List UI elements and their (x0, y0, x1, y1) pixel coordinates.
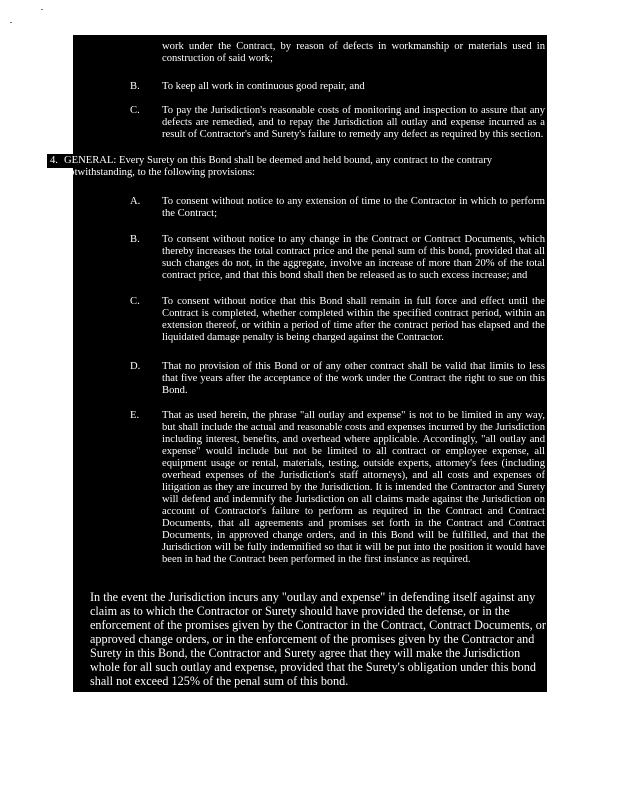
text-line: GENERAL: Every Surety on this Bond shall be deemed and held bound, any contract to the contrary (64, 155, 493, 166)
text-line: To consent without notice to any change in the Contract or Contract Documents, which (162, 234, 545, 245)
text-line: Documents, in approved change orders, and in this Bond will be fulfilled, and that the (162, 530, 545, 541)
text-line: will defend and indemnify the Jurisdiction on all claims made against the Jurisdiction on (162, 494, 545, 505)
text-line: Surety in this Bond, the Contractor and Surety agree that they will make the Jurisdiction (90, 646, 521, 660)
text-line: overhead expenses of the Jurisdiction's staff attorneys), and all costs and expenses of (162, 470, 545, 481)
text-line: the Contract; (162, 208, 218, 219)
text-line: litigation as they are incurred by the Jurisdiction. It is intended the Contractor and Surety (162, 482, 545, 493)
final-paragraph (90, 590, 546, 688)
section4-item-d (162, 361, 545, 397)
section3-item (162, 105, 545, 141)
scan-artifact (10, 22, 12, 23)
section4-item-c (162, 296, 545, 344)
text-line: equipment usage or rental, materials, testing, outside experts, attorney's fees (including (162, 458, 545, 469)
item-label: B. (130, 234, 140, 245)
text-line: Bond. (162, 385, 188, 396)
text-line: work under the Contract, by reason of defects in workmanship or materials used in (162, 41, 545, 52)
item-label: D. (130, 361, 141, 372)
text-line: such changes do not, in the aggregate, involve an increase of more than 20% of the total (162, 258, 545, 269)
text-line: enforcement of the promises given by the Contractor in the Contract, Contract Documents, or (90, 618, 546, 632)
continuation-paragraph (162, 41, 545, 65)
text-line: defects are remedied, and to repay the Jurisdiction all outlay and expense incurred as a (162, 117, 545, 128)
text-line: result of Contractor's and Surety's failure to remedy any defect as required by this section. (162, 129, 544, 140)
item-label: A. (130, 196, 141, 207)
text-line: that five years after the acceptance of the work under the Contract the right to sue on this (162, 373, 545, 384)
text-line: liquidated damage penalty is being charged against the Contractor. (162, 332, 444, 343)
item-label: 4. (50, 155, 58, 166)
text-line: notwithstanding, to the following provisions: (64, 167, 255, 178)
text-line: shall not exceed 125% of the penal sum of this bond. (90, 674, 349, 688)
text-line: To pay the Jurisdiction's reasonable costs of monitoring and inspection to assure that any (162, 105, 545, 116)
item-label: C. (130, 105, 140, 116)
section3-item (162, 81, 545, 93)
text-line: account of Contractor's failure to perform as required in the Contract and Contract (162, 506, 545, 517)
text-line: construction of said work; (162, 53, 273, 64)
text-line: Jurisdiction will be fully indemnified so that it will be put into the position it would have (162, 542, 545, 553)
text-line: Contract is completed, whether completed within the specified contract period, within an (162, 308, 545, 319)
item-label: C. (130, 296, 140, 307)
text-line: Documents, that all agreements and promises set forth in the Contract and Contract (162, 518, 545, 529)
text-line: approved change orders, or in the enforcement of the promises given by the Contractor and (90, 632, 535, 646)
text-line: including interest, benefits, and overhead where applicable. Accordingly, "all outlay and (162, 434, 545, 445)
text-line: To keep all work in continuous good repair, and (162, 81, 365, 92)
section4-heading-cont (64, 167, 255, 179)
section4-item-b (162, 234, 545, 282)
text-line: claim as to which the Contractor or Surety should have provided the defense, or in the (90, 604, 510, 618)
section4-item-a (162, 196, 545, 220)
text-line: but shall include the actual and reasonable costs and expenses incurred by the Jurisdiction (162, 422, 545, 433)
item-label: B. (130, 81, 140, 92)
text-line: extension thereof, or within a period of time after the contract period has elapsed and the (162, 320, 545, 331)
text-line: expense" would include but not be limited to all contract or employee expense, all (162, 446, 545, 457)
text-line: contract price, and that this bond shall then be released as to such excess increase; and (162, 270, 528, 281)
text-line: To consent without notice to any extension of time to the Contractor in which to perform (162, 196, 545, 207)
section4-item-e (162, 410, 545, 566)
scan-artifact (41, 9, 43, 10)
text-line: That no provision of this Bond or of any other contract shall be valid that limits to less (162, 361, 545, 372)
text-line: thereby increases the total contract price and the penal sum of this bond, provided that all (162, 246, 545, 257)
text-line: been in had the Contract been performed in the first instance as required. (162, 554, 471, 565)
text-line: That as used herein, the phrase "all outlay and expense" is not to be limited in any way, (162, 410, 545, 421)
text-line: To consent without notice that this Bond shall remain in full force and effect until the (162, 296, 545, 307)
section4-heading (64, 155, 545, 167)
text-line: In the event the Jurisdiction incurs any "outlay and expense" in defending itself against any (90, 590, 536, 604)
item-label: E. (130, 410, 140, 421)
text-line: whole for all such outlay and expense, provided that the Surety's obligation under this bond (90, 660, 536, 674)
